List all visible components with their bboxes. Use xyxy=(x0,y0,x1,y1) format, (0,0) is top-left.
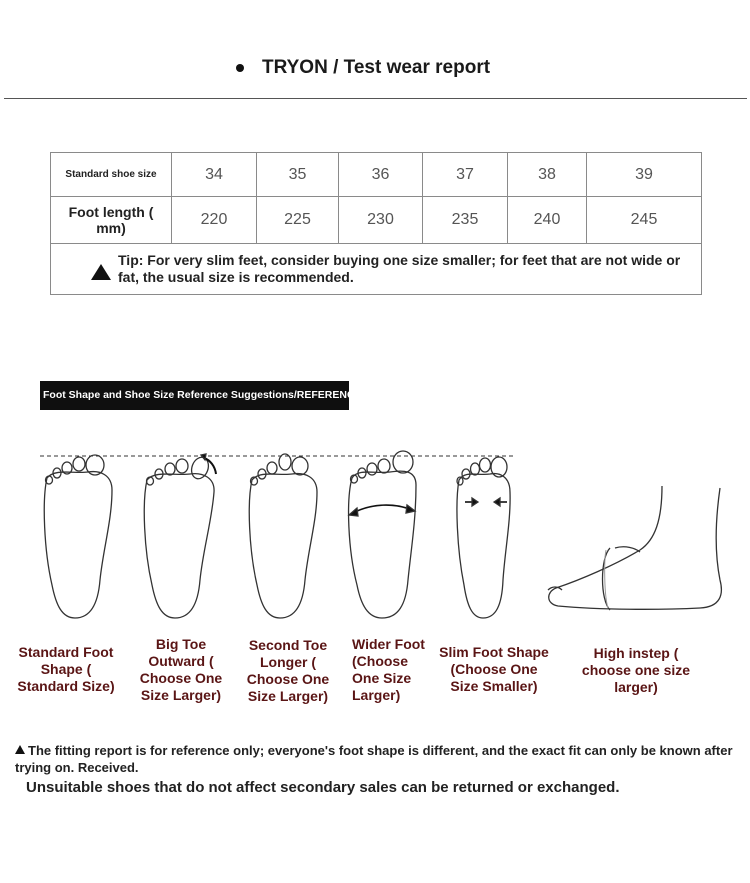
return-policy-note: Unsuitable shoes that do not affect secondary sales can be returned or exchanged. xyxy=(26,779,620,796)
size-cell: 35 xyxy=(257,153,339,197)
size-cell: 34 xyxy=(172,153,257,197)
warning-triangle-icon xyxy=(15,745,25,754)
size-cell: 38 xyxy=(508,153,587,197)
shoe-size-row xyxy=(51,153,702,197)
report-header xyxy=(0,50,750,90)
foot-shapes-illustration xyxy=(0,440,750,630)
length-cell: 220 xyxy=(172,197,257,244)
second-toe-longer-label: Second Toe Longer ( Choose One Size Larger) xyxy=(246,637,330,704)
slim-foot-icon xyxy=(457,457,510,618)
wider-foot-icon xyxy=(349,451,416,618)
length-cell: 240 xyxy=(508,197,587,244)
reference-banner: Foot Shape and Shoe Size Reference Suggestions/REFERENCE xyxy=(40,381,349,410)
big-toe-outward-label: Big Toe Outward ( Choose One Size Larger) xyxy=(139,636,223,703)
length-cell: 235 xyxy=(423,197,508,244)
foot-length-row xyxy=(51,197,702,244)
length-cell: 230 xyxy=(339,197,423,244)
length-cell: 245 xyxy=(587,197,702,244)
tip-cell xyxy=(51,244,702,295)
size-chart-table xyxy=(50,152,702,295)
second-toe-longer-foot-icon xyxy=(249,454,317,618)
size-cell: 37 xyxy=(423,153,508,197)
standard-foot-label: Standard Foot Shape ( Standard Size) xyxy=(17,644,115,694)
high-instep-label: High instep ( choose one size larger) xyxy=(581,645,691,695)
standard-foot-icon xyxy=(44,455,112,618)
size-cell: 39 xyxy=(587,153,702,197)
page-title: TRYON / Test wear report xyxy=(262,57,491,78)
length-cell: 225 xyxy=(257,197,339,244)
fitting-disclaimer xyxy=(15,742,740,776)
header-divider xyxy=(4,98,747,99)
warning-triangle-icon xyxy=(91,264,111,280)
wider-foot-label: Wider Foot (Choose One Size Larger) xyxy=(352,636,425,703)
shoe-size-header: Standard shoe size xyxy=(51,153,172,197)
slim-foot-label: Slim Foot Shape (Choose One Size Smaller) xyxy=(439,644,549,694)
fitting-disclaimer-text: The fitting report is for reference only; everyone's foot shape is different, and the exact fit can only be known after trying on. Received. xyxy=(15,743,733,775)
bullet-icon xyxy=(236,64,244,72)
big-toe-outward-foot-icon xyxy=(144,454,216,618)
size-cell: 36 xyxy=(339,153,423,197)
foot-length-header: Foot length ( mm) xyxy=(51,197,172,244)
tip-text: Tip: For very slim feet, consider buying one size smaller; for feet that are not wide or fat, the usual size is recommended. xyxy=(118,252,681,285)
high-instep-foot-icon xyxy=(548,486,721,610)
tip-row xyxy=(51,244,702,295)
